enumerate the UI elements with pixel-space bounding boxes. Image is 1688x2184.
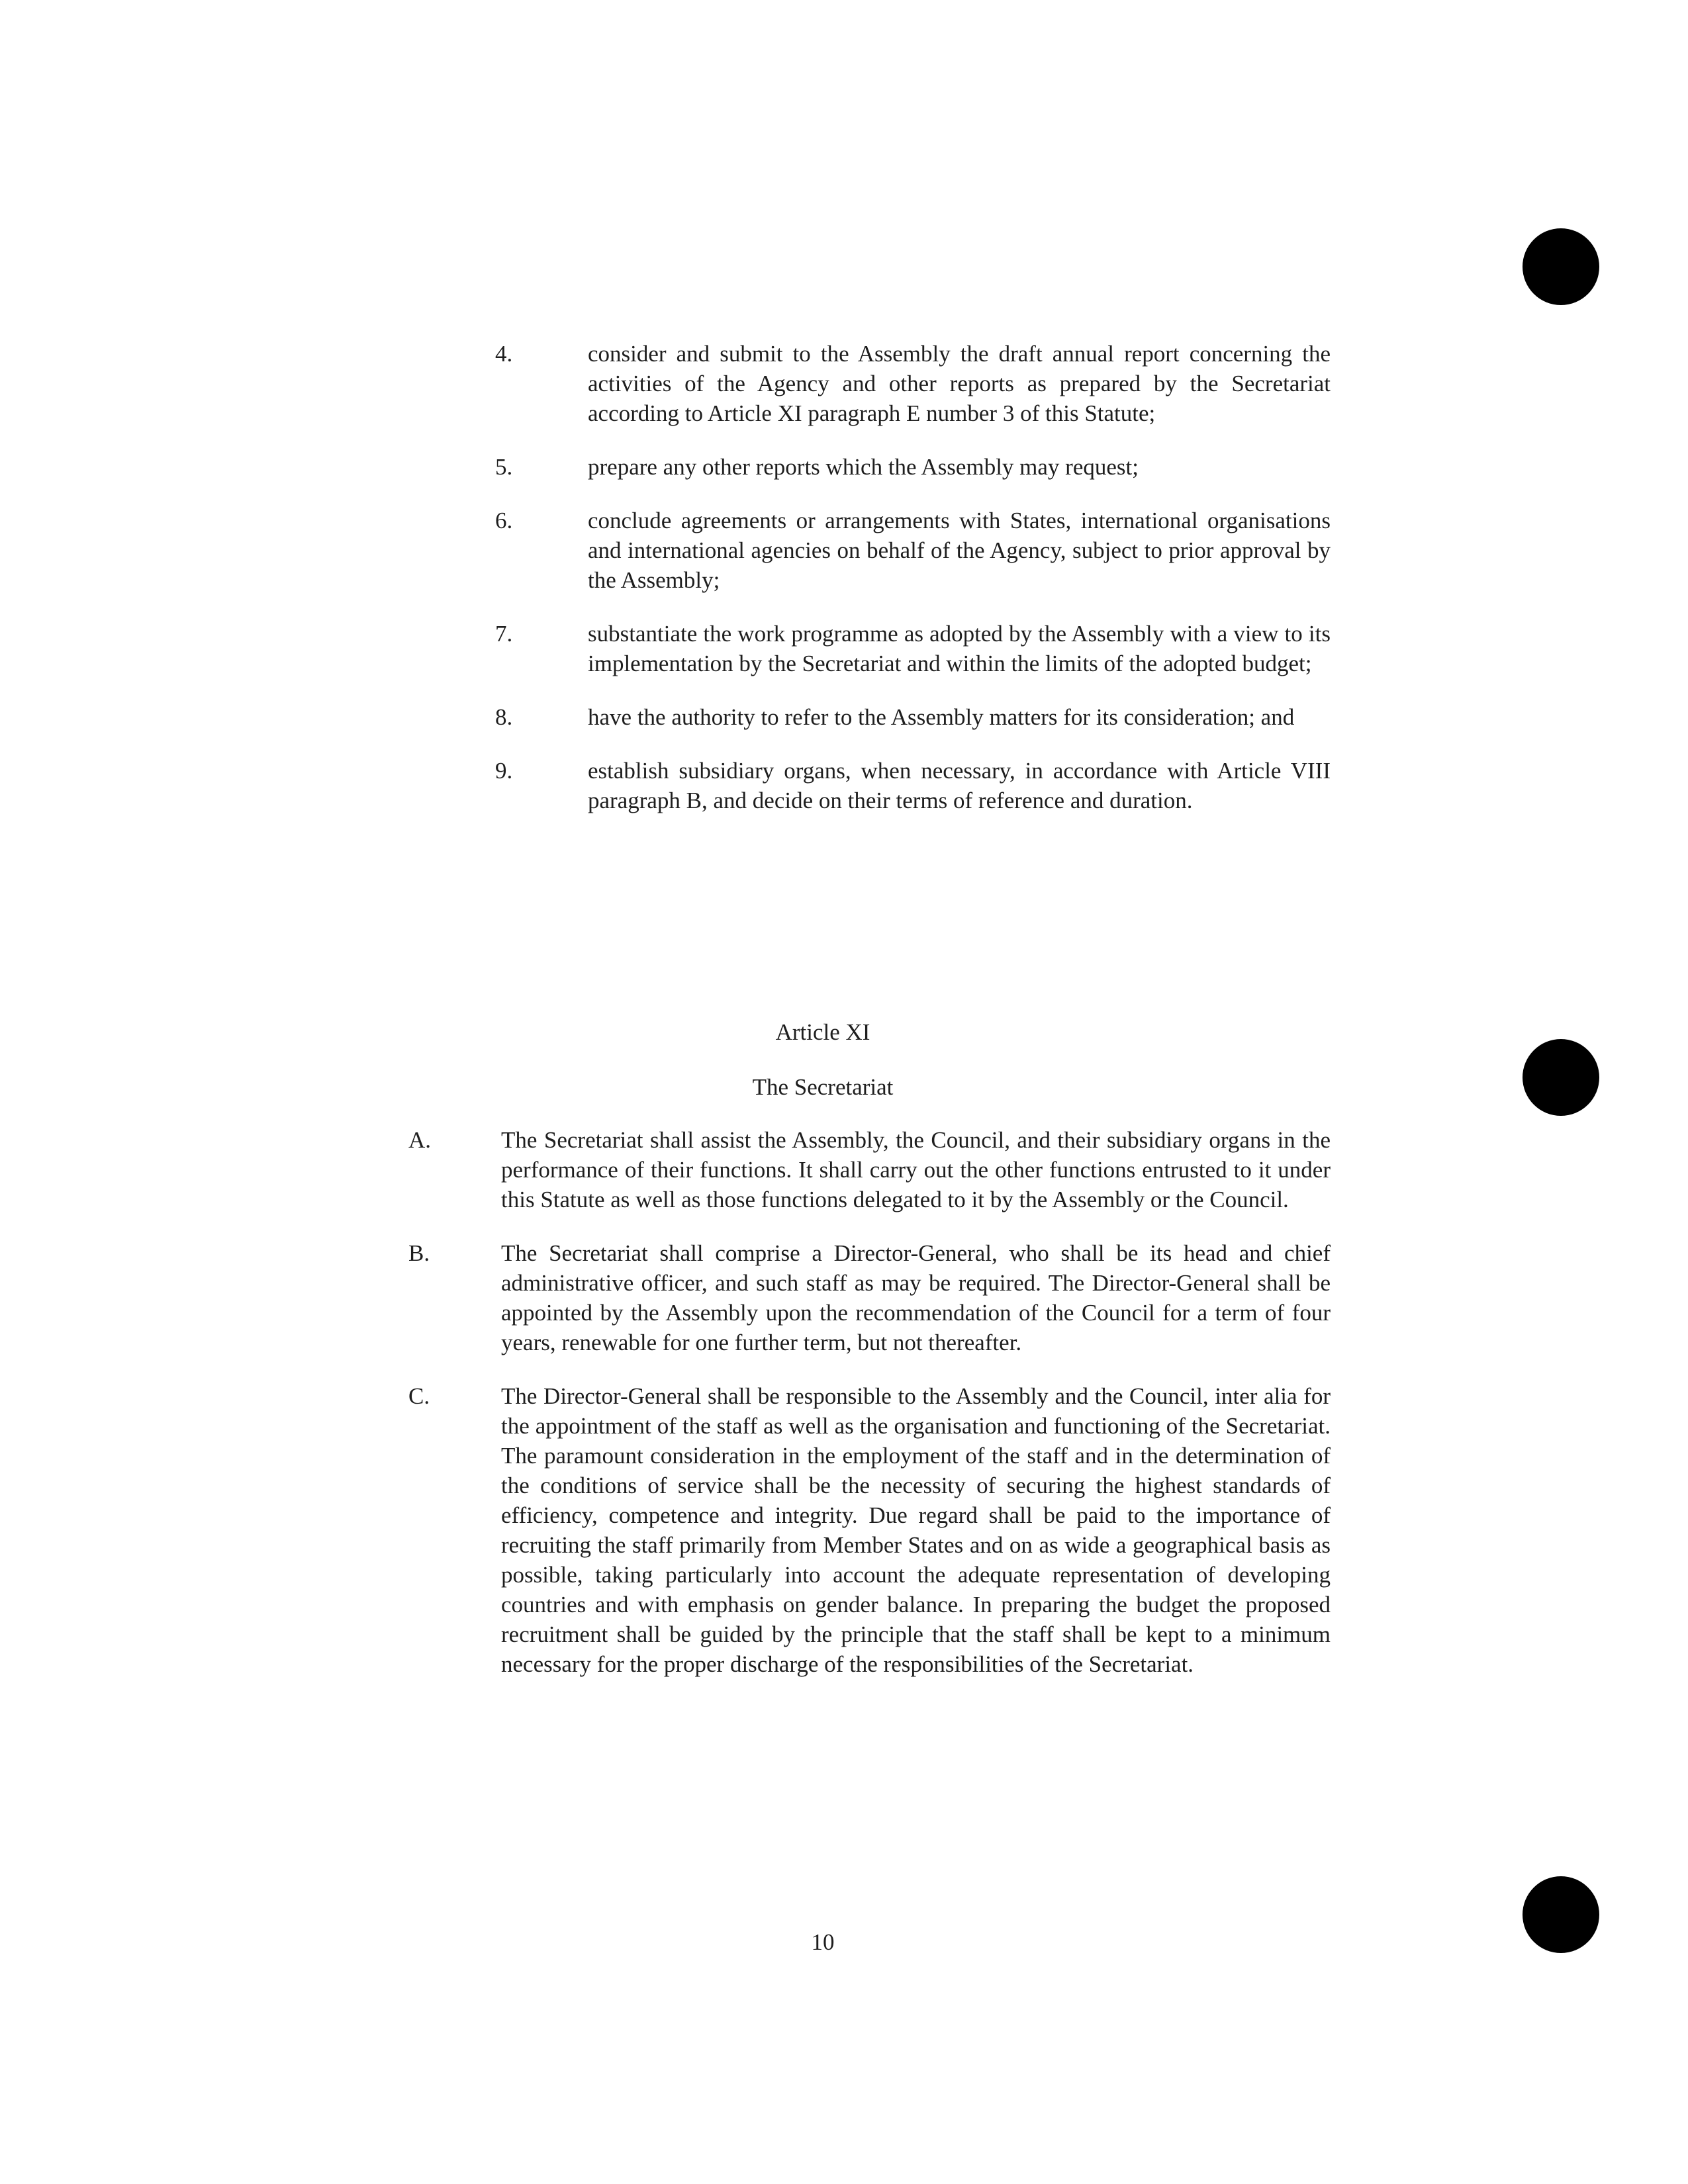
paragraph (408, 1125, 1331, 1214)
item-text: conclude agreements or arrangements with States, international organisations and international agencies on behalf of the Agency, subject to prior approval by the Assembly; (588, 508, 1331, 593)
list-item (495, 702, 1331, 732)
paragraph (408, 1381, 1331, 1679)
paragraph (408, 1238, 1331, 1357)
paragraph-letter: C. (408, 1383, 430, 1409)
paragraph-text: The Secretariat shall assist the Assembly, the Council, and their subsidiary organs in the performance of their functions. It shall carry out the other functions entrusted to it under this Statute as well as those functions delegated to it by the Assembly or the Council. (501, 1127, 1331, 1212)
item-text: prepare any other reports which the Assembly may request; (588, 454, 1139, 480)
item-number: 6. (495, 508, 513, 533)
paragraph-letter: B. (408, 1240, 430, 1266)
list-item (495, 619, 1331, 678)
item-text: have the authority to refer to the Assembly matters for its consideration; and (588, 704, 1295, 730)
list-item (495, 506, 1331, 595)
item-number: 7. (495, 621, 513, 647)
list-item (495, 339, 1331, 428)
item-number: 9. (495, 758, 513, 784)
article-title: Article XI (775, 1019, 870, 1045)
article-subtitle: The Secretariat (752, 1074, 894, 1100)
paragraph-text: The Director-General shall be responsible to the Assembly and the Council, inter alia for the appointment of the staff as well as the organisation and functioning of the Secretariat. The paramount consideration in the employment of the staff and in the determination of the conditions of service shall be the necessity of securing the highest standards of efficiency, competence and integrity. Due regard shall be paid to the importance of recruiting the staff primarily from Member States and on as wide a geographical basis as possible, taking particularly into account the adequate representation of developing countries and with emphasis on gender balance. In preparing the budget the proposed recruitment shall be guided by the principle that the staff shall be kept to a minimum necessary for the proper discharge of the responsibilities of the Secretariat. (501, 1383, 1331, 1677)
lettered-list (408, 1125, 1331, 1703)
item-number: 8. (495, 704, 513, 730)
item-number: 5. (495, 454, 513, 480)
page-number: 10 (811, 1929, 835, 1955)
list-item (495, 756, 1331, 815)
item-number: 4. (495, 341, 513, 367)
item-text: substantiate the work programme as adopted by the Assembly with a view to its implementation by the Secretariat and within the limits of the adopted budget; (588, 621, 1331, 676)
numbered-list (495, 339, 1331, 839)
item-text: consider and submit to the Assembly the draft annual report concerning the activities of the Agency and other reports as prepared by the Secretariat according to Article XI paragraph E number 3 of this Statute; (588, 341, 1331, 426)
paragraph-letter: A. (408, 1127, 432, 1153)
list-item (495, 452, 1331, 482)
item-text: establish subsidiary organs, when necessary, in accordance with Article VIII paragraph B, and decide on their terms of reference and duration. (588, 758, 1331, 813)
paragraph-text: The Secretariat shall comprise a Director-General, who shall be its head and chief administrative officer, and such staff as may be required. The Director-General shall be appointed by the Assembly upon the recommendation of the Council for a term of four years, renewable for one further term, but not thereafter. (501, 1240, 1331, 1355)
punch-hole-icon (1523, 228, 1599, 305)
